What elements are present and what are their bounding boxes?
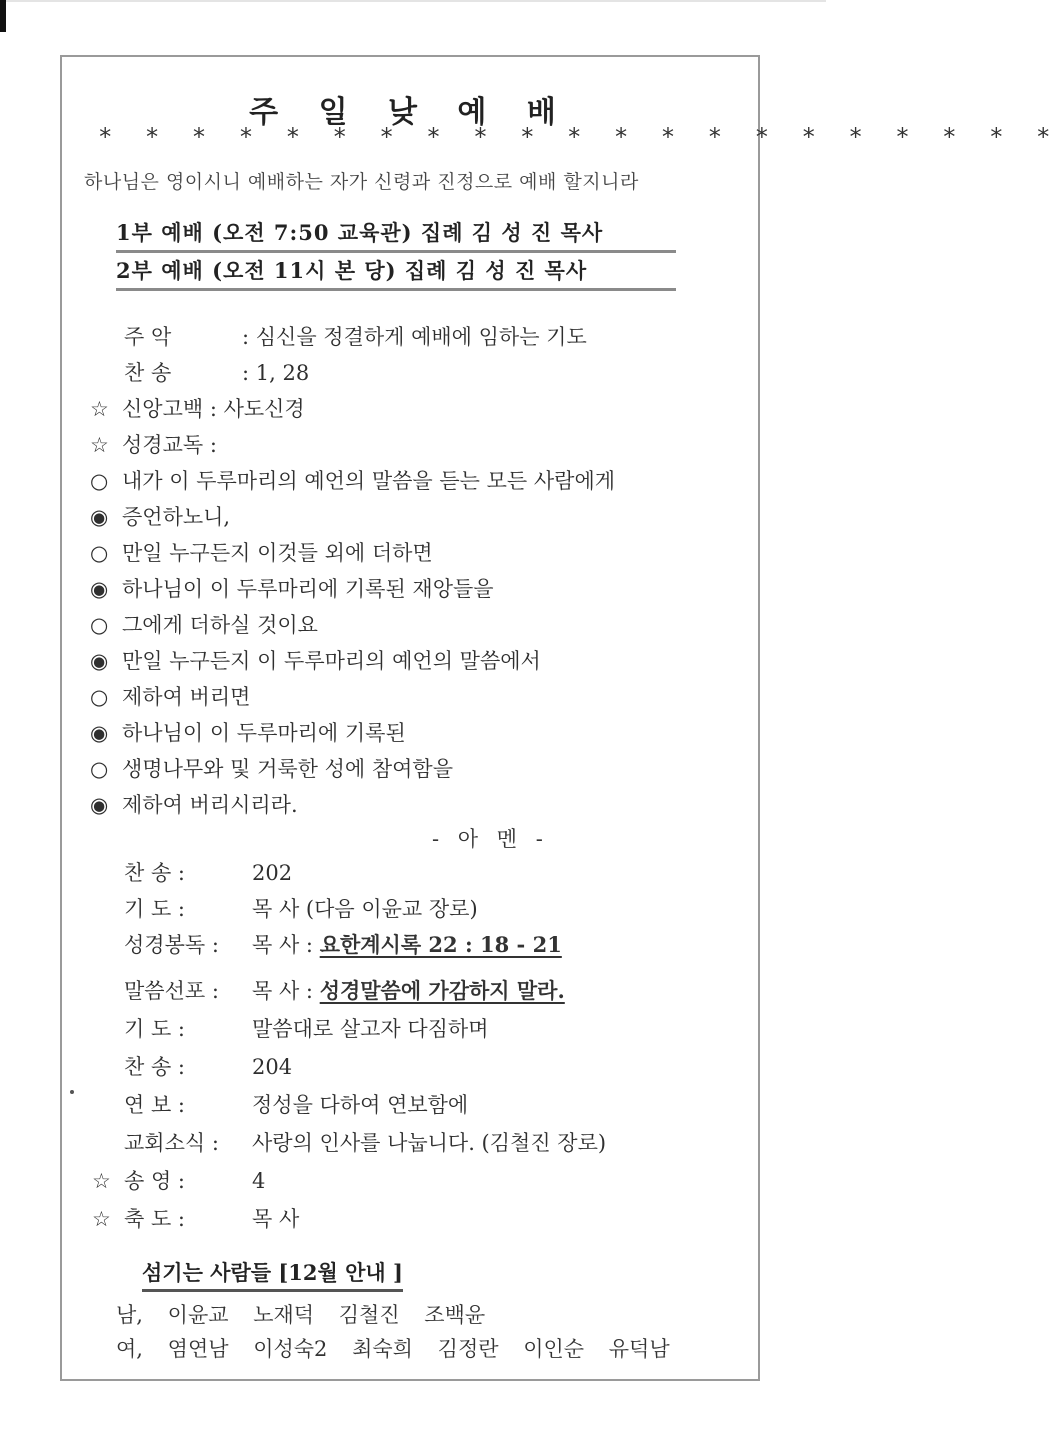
order-sermon — [124, 975, 565, 1005]
server-name: 노재덕 — [253, 1303, 315, 1327]
responsive-line — [90, 501, 230, 531]
order-value: 4 — [252, 1169, 266, 1193]
men-label: 남, — [116, 1303, 143, 1327]
order-value: 목 사 (다음 이윤교 장로) — [252, 897, 478, 921]
service-2: 2부 예배 (오전 11시 본 당) 집례 김 성 진 목사 — [116, 255, 676, 291]
server-name: 최숙희 — [352, 1337, 413, 1361]
dot-circle-mark: ◉ — [90, 577, 109, 601]
responsive-text: 내가 이 두루마리의 예언의 말씀을 듣는 모든 사람에게 — [122, 469, 616, 493]
circle-mark: ○ — [90, 757, 109, 781]
scan-edge — [0, 0, 826, 2]
order-value: 204 — [252, 1055, 293, 1079]
order-label: 말씀선포 : — [124, 979, 219, 1003]
order-value: : 심신을 정결하게 예배에 임하는 기도 — [242, 325, 587, 349]
servers-heading: 섬기는 사람들 [12월 안내 ] — [142, 1257, 403, 1292]
order-reading — [90, 429, 217, 459]
women-label: 여, — [116, 1337, 143, 1361]
star-mark: ☆ — [92, 1207, 111, 1231]
order-label: 찬 송 — [124, 361, 172, 385]
star-mark: ☆ — [90, 397, 109, 421]
responsive-line — [90, 465, 615, 495]
responsive-line — [90, 537, 433, 567]
men-servers — [116, 1299, 503, 1329]
order-doxology — [92, 1165, 265, 1195]
responsive-text: 하나님이 이 두루마리에 기록된 재앙들을 — [122, 577, 494, 601]
server-name: 염연남 — [167, 1337, 229, 1361]
responsive-text: 만일 누구든지 이 두루마리의 예언의 말씀에서 — [122, 649, 541, 673]
order-benediction — [92, 1203, 299, 1233]
women-servers — [116, 1333, 688, 1363]
responsive-text: 증언하노니, — [122, 505, 231, 529]
order-hymn — [124, 357, 309, 387]
order-value: 신앙고백 : 사도신경 — [122, 397, 305, 421]
dot-circle-mark: ◉ — [90, 505, 109, 529]
circle-mark: ○ — [90, 469, 109, 493]
server-name: 김정란 — [437, 1337, 499, 1361]
order-value: 성경교독 : — [122, 433, 217, 457]
scripture-reference: 요한계시록 22 : 18 - 21 — [319, 932, 562, 957]
order-value: 202 — [252, 861, 293, 885]
circle-mark: ○ — [90, 541, 109, 565]
order-value: 목 사 — [252, 1207, 300, 1231]
bulletin-page — [60, 55, 1059, 1381]
order-label: 연 보 : — [124, 1093, 185, 1117]
order-hymn-3 — [124, 1051, 292, 1081]
order-value: 사랑의 인사를 나눕니다. (김철진 장로) — [252, 1131, 607, 1155]
service-1: 1부 예배 (오전 7:50 교육관) 집례 김 성 진 목사 — [116, 217, 676, 253]
order-creed — [90, 393, 305, 423]
order-scripture — [124, 929, 562, 959]
star-mark: ☆ — [92, 1169, 111, 1193]
order-news — [124, 1127, 606, 1157]
order-prayer-2 — [124, 1013, 489, 1043]
responsive-line — [90, 645, 541, 675]
order-offering — [124, 1089, 468, 1119]
circle-mark: ○ — [90, 613, 109, 637]
responsive-text: 제하여 버리시리라. — [122, 793, 298, 817]
responsive-text: 하나님이 이 두루마리에 기록된 — [122, 721, 406, 745]
server-name: 이인순 — [523, 1337, 585, 1361]
responsive-text: 그에게 더하실 것이요 — [122, 613, 318, 637]
order-label: 성경봉독 : — [124, 933, 219, 957]
responsive-line — [90, 753, 453, 783]
server-name: 김철진 — [338, 1303, 400, 1327]
order-label: 주 악 — [124, 325, 172, 349]
order-label: 교회소식 : — [124, 1131, 219, 1155]
server-name: 이성숙2 — [253, 1337, 328, 1361]
order-label: 찬 송 : — [124, 861, 185, 885]
order-value: 정성을 다하여 연보함에 — [252, 1093, 469, 1117]
responsive-text: 생명나무와 및 거룩한 성에 참여함을 — [122, 757, 453, 781]
dot-circle-mark: ◉ — [90, 649, 109, 673]
order-label: 기 도 : — [124, 1017, 185, 1041]
order-label: 기 도 : — [124, 897, 185, 921]
order-prelude — [124, 321, 587, 351]
order-value: 목 사 : — [252, 933, 313, 957]
dot-circle-mark: ◉ — [90, 793, 109, 817]
order-hymn-2 — [124, 857, 292, 887]
sermon-title: 성경말씀에 가감하지 말라. — [319, 978, 565, 1003]
amen: - 아 멘 - — [432, 827, 549, 851]
order-value: : 1, 28 — [242, 361, 310, 385]
server-name: 이윤교 — [167, 1303, 229, 1327]
server-name: 조백윤 — [424, 1303, 486, 1327]
order-label: 찬 송 : — [124, 1055, 185, 1079]
dot-circle-mark: ◉ — [90, 721, 109, 745]
scan-mark — [0, 0, 6, 32]
responsive-line — [90, 789, 298, 819]
verse-line: 하나님은 영이시니 예배하는 자가 신령과 진정으로 예배 할지니라 — [84, 171, 639, 193]
page-title: 주 일 낮 예 배 — [249, 95, 571, 130]
responsive-line — [90, 681, 250, 711]
responsive-line — [90, 609, 318, 639]
circle-mark: ○ — [90, 685, 109, 709]
responsive-text: 만일 누구든지 이것들 외에 더하면 — [122, 541, 433, 565]
order-value: 목 사 : — [252, 979, 313, 1003]
star-divider: * * * * * * * * * * * * * * * * * * * * * — [98, 123, 1059, 151]
star-mark: ☆ — [90, 433, 109, 457]
server-name: 유덕남 — [608, 1337, 670, 1361]
responsive-text: 제하여 버리면 — [122, 685, 251, 709]
order-label: 축 도 : — [124, 1207, 185, 1231]
order-label: 송 영 : — [124, 1169, 185, 1193]
order-value: 말씀대로 살고자 다짐하며 — [252, 1017, 489, 1041]
order-prayer — [124, 893, 478, 923]
responsive-line — [90, 717, 406, 747]
responsive-line — [90, 573, 494, 603]
